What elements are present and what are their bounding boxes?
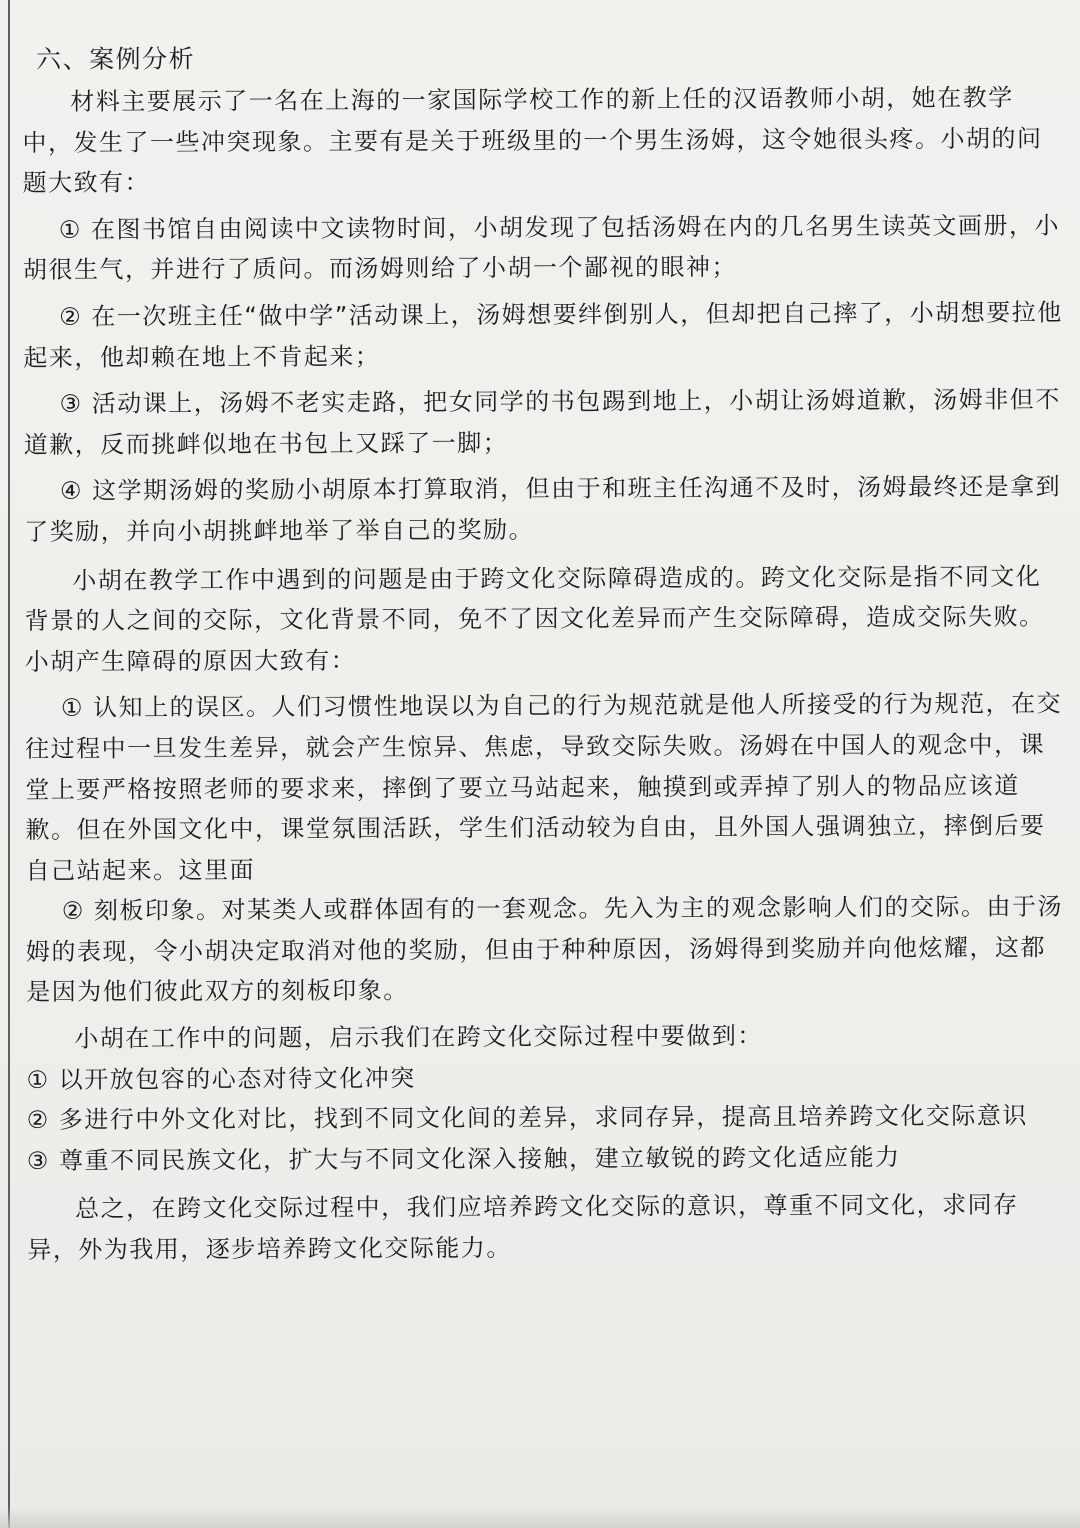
issue-item-3: ③ 活动课上，汤姆不老实走路，把女同学的书包踢到地上，小胡让汤姆道歉，汤姆非但不道歉，反而挑衅似地在书包上又踩了一脚； [23, 385, 1061, 459]
page-edge-shadow [0, 1506, 1080, 1528]
analysis-paragraph: 小胡在教学工作中遇到的问题是由于跨文化交际障碍造成的。跨文化交际是指不同文化背景的人之间的交际，文化背景不同，免不了因文化差异而产生交际障碍，造成交际失败。小胡产生障碍的原因大致有： [24, 562, 1045, 676]
lessons-intro: 小胡在工作中的问题，启示我们在跨文化交际过程中要做到： [74, 1021, 763, 1053]
lesson-item-1: ① 以开放包容的心态对待文化冲突 [26, 1063, 416, 1094]
lesson-item-2: ② 多进行中外文化对比，找到不同文化间的差异，求同存异，提高且培养跨文化交际意识 [26, 1101, 1028, 1135]
issue-item-2: ② 在一次班主任“做中学”活动课上，汤姆想要绊倒别人，但却把自己摔了，小胡想要拉他起来，他却赖在地上不肯起来； [23, 298, 1063, 372]
issue-item-4: ④ 这学期汤姆的奖励小胡原本打算取消，但由于和班主任沟通不及时，汤姆最终还是拿到了奖励，并向小胡挑衅地举了举自己的奖励。 [24, 472, 1062, 546]
lesson-item-3: ③ 尊重不同民族文化，扩大与不同文化深入接触，建立敏锐的跨文化适应能力 [26, 1143, 901, 1175]
issue-item-1: ① 在图书馆自由阅读中文读物时间，小胡发现了包括汤姆在内的几名男生读英文画册，小胡很生气，并进行了质问。而汤姆则给了小胡一个鄙视的眼神； [22, 211, 1061, 285]
intro-paragraph: 材料主要展示了一名在上海的一家国际学校工作的新上任的汉语教师小胡，她在教学中，发生了一些冲突现象。主要有是关于班级里的一个男生汤姆，这令她很头疼。小胡的问题大致有： [22, 83, 1043, 198]
handwritten-answer [22, 33, 1067, 1270]
conclusion-paragraph: 总之，在跨文化交际过程中，我们应培养跨文化交际的意识，尊重不同文化，求同存异，外为我用，逐步培养跨文化交际能力。 [27, 1191, 1019, 1265]
margin-line [8, 0, 10, 1528]
reason-item-1: ① 认知上的误区。人们习惯性地误以为自己的行为规范就是他人所接受的行为规范，在交往过程中一旦发生差异，就会产生惊异、焦虑，导致交际失败。汤姆在中国人的观念中，课堂上要严格按照老师的要求来，摔倒了要立马站起来，触摸到或弄掉了别人的物品应该道歉。但在外国文化中，课堂氛围活跃，学生们活动较为自由，且外国人强调独立，摔倒后要自己站起来。这里面 [25, 689, 1063, 885]
reason-item-2: ② 刻板印象。对某类人或群体固有的一套观念。先入为主的观念影响人们的交际。由于汤姆的表现，令小胡决定取消对他的奖励，但由于种种原因，汤姆得到奖励并向他炫耀，这都是因为他们彼此双方的刻板印象。 [25, 892, 1064, 1007]
section-title: 六、案例分析 [36, 44, 196, 74]
